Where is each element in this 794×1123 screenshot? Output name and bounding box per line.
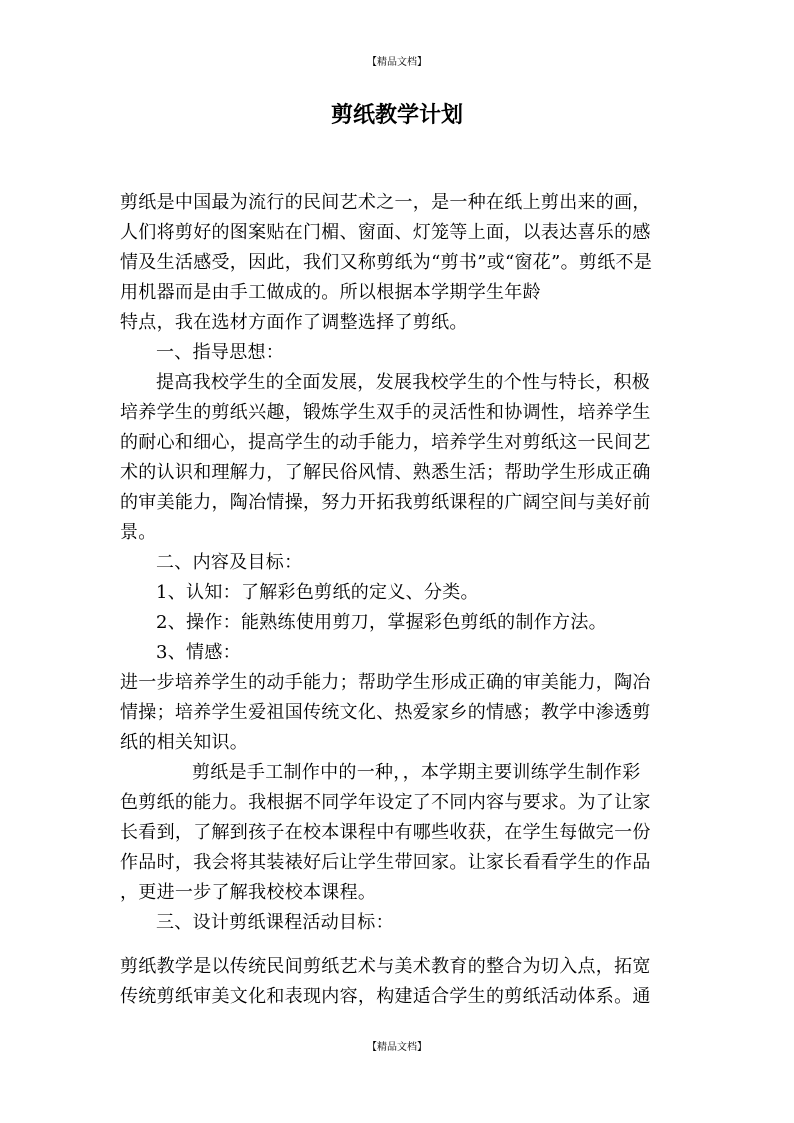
paragraph-gap	[120, 938, 676, 952]
paragraph-line: 纸的相关知识。	[120, 732, 249, 753]
paragraph-line: 进一步培养学生的动手能力；帮助学生形成正确的审美能力，陶冶	[120, 672, 651, 693]
paragraph-line: 提高我校学生的全面发展，发展我校学生的个性与特长，积极	[156, 372, 651, 393]
paragraph-line: 剪纸教学是以传统民间剪纸艺术与美术教育的整合为切入点，拓宽	[120, 956, 651, 977]
paragraph-line: 术的认识和理解力，了解民俗风情、熟悉生活；帮助学生形成正确	[120, 462, 651, 483]
paragraph-line: 作品时，我会将其装裱好后让学生带回家。让家长看看学生的作品	[120, 852, 651, 873]
list-item-cognition: 1、认知：了解彩色剪纸的定义、分类。	[156, 582, 479, 603]
paragraph-line: 传统剪纸审美文化和表现内容，构建适合学生的剪纸活动体系。通	[120, 986, 651, 1007]
paragraph-line: 长看到，了解到孩子在校本课程中有哪些收获，在学生每做完一份	[120, 822, 651, 843]
list-item-emotion: 3、情感：	[156, 642, 241, 663]
paragraph-line: 情及生活感受，因此，我们又称剪纸为“剪书”或“窗花”。剪纸不是	[120, 252, 653, 273]
paragraph-line: 人们将剪好的图案贴在门楣、窗面、灯笼等上面，以表达喜乐的感	[120, 222, 651, 243]
page-footer: 【精品文档】	[367, 1042, 427, 1053]
paragraph-line: 培养学生的剪纸兴趣，锻炼学生双手的灵活性和协调性，培养学生	[120, 402, 651, 423]
paragraph-line: 的审美能力，陶冶情操，努力开拓我剪纸课程的广阔空间与美好前	[120, 492, 651, 513]
section-heading-content-goals: 二、内容及目标：	[156, 552, 303, 573]
section-heading-activity-goals: 三、设计剪纸课程活动目标：	[156, 912, 394, 933]
paragraph-line: 剪纸是中国最为流行的民间艺术之一，是一种在纸上剪出来的画，	[120, 192, 651, 213]
document-title: 剪纸教学计划	[330, 103, 463, 128]
paragraph-line: ，更进一步了解我校校本课程。	[120, 882, 377, 903]
paragraph-line: 景。	[120, 522, 157, 543]
page-header: 【精品文档】	[367, 57, 427, 68]
paragraph-line: 特点，我在选材方面作了调整选择了剪纸。	[120, 312, 468, 333]
paragraph-line: 情操；培养学生爱祖国传统文化、热爱家乡的情感；教学中渗透剪	[120, 702, 651, 723]
paragraph-line: 的耐心和细心，提高学生的动手能力，培养学生对剪纸这一民间艺	[120, 432, 651, 453]
paragraph-line: 剪纸是手工制作中的一种，，本学期主要训练学生制作彩	[192, 762, 641, 783]
paragraph-line: 色剪纸的能力。我根据不同学年设定了不同内容与要求。为了让家	[120, 792, 651, 813]
section-heading-guiding-thought: 一、指导思想：	[156, 342, 285, 363]
list-item-operation: 2、操作：能熟练使用剪刀，掌握彩色剪纸的制作方法。	[156, 612, 607, 633]
paragraph-line: 用机器而是由手工做成的。所以根据本学期学生年龄	[120, 282, 541, 303]
document-body	[120, 188, 676, 1012]
